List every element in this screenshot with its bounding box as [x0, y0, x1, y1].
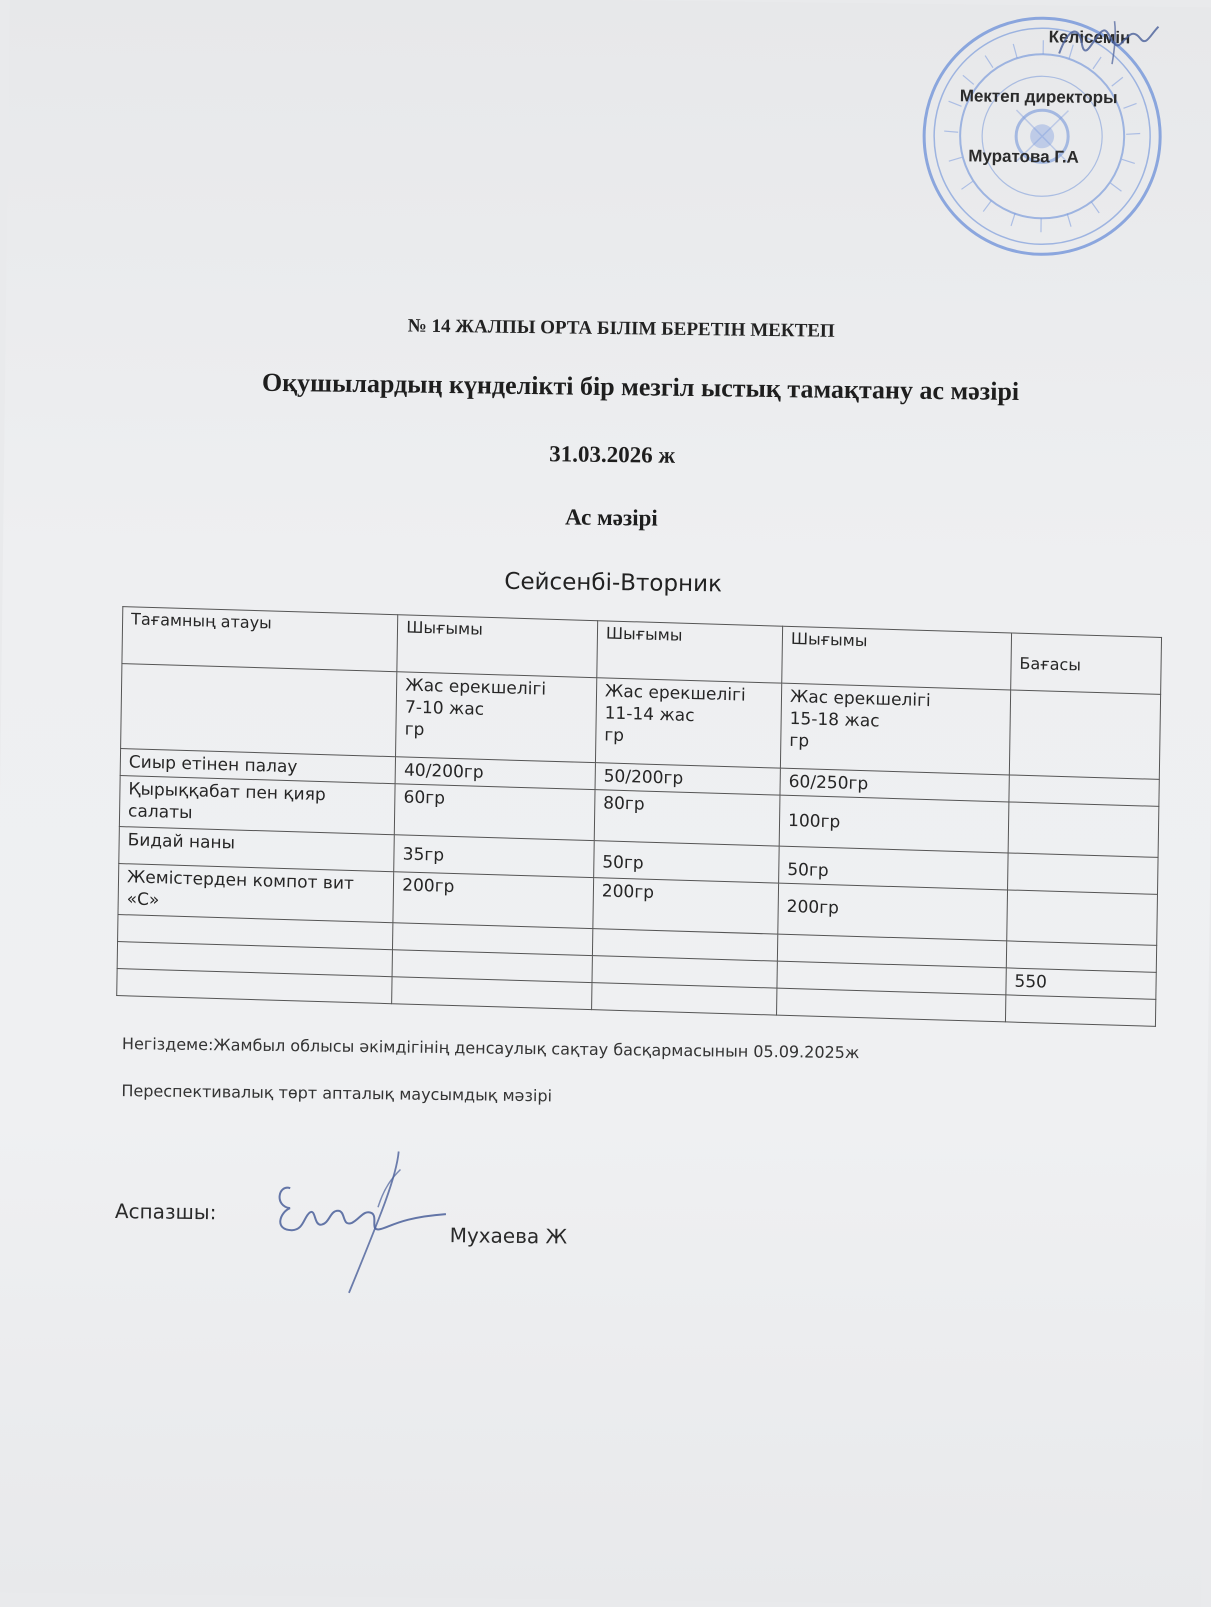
basis-line: Переспективалық төрт апталық маусымдық мәзірі: [121, 1081, 859, 1109]
dish-name: Бидай наны: [119, 827, 395, 872]
portion-cell: 60/250гр: [780, 768, 1009, 802]
table-cell: [1005, 995, 1155, 1026]
portion-cell: 200гр: [593, 878, 779, 934]
header-portion: Шығымы: [782, 626, 1012, 690]
age-label: Жас ерекшелігі: [605, 680, 773, 707]
school-name: № 14 ЖАЛПЫ ОРТА БІЛІМ БЕРЕТІН МЕКТЕП: [6, 311, 1211, 348]
age-group-cell: [396, 672, 597, 763]
table-cell: [392, 977, 592, 1010]
cook-name: Мухаева Ж: [450, 1223, 568, 1248]
header-portion: Шығымы: [597, 621, 783, 683]
header-dish-name: Тағамның атауы: [122, 607, 398, 672]
age-unit: гр: [604, 725, 772, 752]
cook-signature: [259, 1146, 451, 1298]
portion-cell: [394, 835, 594, 878]
portion-value: 50гр: [787, 849, 999, 887]
age-label: Жас ерекшелігі: [405, 675, 588, 703]
header-price-label: Бағасы: [1019, 636, 1153, 679]
approval-label: Келісемін: [870, 25, 1130, 48]
portion-cell: 50/200гр: [595, 763, 780, 796]
age-range: 11-14 жас: [604, 703, 772, 730]
price-cell: [1007, 890, 1158, 945]
dish-name: Сиыр етінен палау: [120, 749, 396, 784]
table-cell: [121, 664, 398, 757]
price-cell: [1008, 802, 1159, 857]
cook-label: Аспазшы:: [115, 1199, 217, 1224]
document-date: 31.03.2026 ж: [4, 435, 1211, 476]
dish-name: Жемістерден компот вит «С»: [118, 864, 394, 923]
table-cell: [777, 988, 1006, 1022]
basis-block: [121, 1034, 859, 1137]
menu-heading: Ас мәзірі: [3, 498, 1211, 539]
price-cell: [1007, 853, 1158, 895]
age-unit: гр: [405, 719, 588, 747]
portion-cell: 200гр: [393, 872, 593, 929]
document-title: Оқушылардың күнделікті бір мезгіл ыстық тамақтану ас мәзірі: [5, 365, 1211, 410]
age-range: 7-10 жас: [405, 697, 588, 725]
table-cell: [592, 983, 777, 1015]
basis-line: Негіздеме:Жамбыл облысы әкімдігінің денсаулық сақтау басқармасынын 05.09.2025ж: [122, 1034, 860, 1062]
director-signature: [1054, 15, 1165, 66]
portion-cell: [778, 883, 1008, 941]
age-range: 15-18 жас: [790, 708, 1002, 736]
day-of-week: Сейсенбі-Вторник: [3, 563, 1211, 604]
portion-cell: [594, 841, 780, 884]
age-group-cell: [595, 678, 781, 768]
table-cell: [1009, 690, 1160, 779]
header-price: [1011, 633, 1162, 694]
age-group-cell: [780, 683, 1010, 775]
menu-table: [116, 606, 1162, 1027]
portion-cell: 60гр: [395, 784, 595, 841]
total-price: 550: [1006, 968, 1156, 1000]
portion-value: 100гр: [788, 798, 1000, 838]
director-title: Мектеп директоры: [870, 85, 1118, 108]
portion-value: 200гр: [787, 886, 999, 924]
dish-name: Қырыққабат пен қияр салаты: [119, 776, 395, 835]
portion-cell: 40/200гр: [395, 757, 595, 790]
portion-value: 50гр: [602, 843, 771, 878]
age-label: Жас ерекшелігі: [790, 686, 1002, 714]
portion-cell: 80гр: [594, 790, 780, 846]
director-name: Муратова Г.А: [869, 145, 1079, 168]
header-portion: Шығымы: [397, 615, 598, 678]
portion-value: 35гр: [403, 838, 586, 872]
portion-cell: [779, 795, 1009, 853]
age-unit: гр: [789, 730, 1001, 758]
